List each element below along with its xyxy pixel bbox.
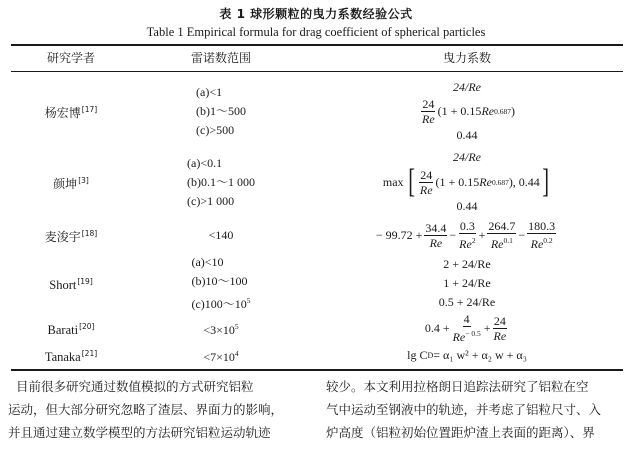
author-row-1: 杨宏博[17] (44, 104, 98, 120)
formula-row-4: 2 + 24/Re 1 + 24/Re 0.5 + 24/Re (438, 256, 496, 309)
author-row-2: 颜坤[3] (53, 175, 89, 191)
body-text-right-3: 炉高度（铝粒初始位置距炉渣上表面的距离）、界 (326, 425, 595, 440)
author-row-3: 麦浚宇[18] (44, 228, 98, 244)
range-row-3: <140 (208, 227, 234, 242)
author-row-6: Tanaka[21] (44, 348, 98, 364)
body-text-left-3: 并且通过建立数学模型的方法研究铝粒运动轨迹 (8, 425, 271, 440)
formula-row-6: lg C D = α₁ w² + α₂ w + α₃ (407, 347, 527, 362)
body-text-left-1: 目前很多研究通过数值模拟的方式研究铝粒 (16, 379, 254, 394)
body-text-right-1: 较少。本文利用拉格朗日追踪法研究了铝粒在空 (326, 379, 589, 394)
formula-row-1: 24/Re $\frac{24}{Re}$ (1 + 0.15 Re 0.687 ) 0.44 (422, 79, 515, 142)
table-caption-zh: 表 1 球形颗粒的曳力系数经验公式 (219, 7, 413, 21)
header-author: 研究学者 (46, 50, 95, 65)
header-formula: 曳力系数 (442, 50, 491, 65)
table-caption-en: Table 1 Empirical formula for drag coefficient of spherical particles (146, 25, 486, 39)
formula-row-2: 24/Re max [ $\frac{24}{Re}$ (1 + 0.15 Re 0.687 ), 0.44 ] 0.44 (382, 150, 549, 213)
range-row-5: $<3\times 10^5$ (203, 321, 239, 337)
range-row-2: (a)<0.1 (b)0.1～1 000 (c)>1 000 (187, 155, 255, 208)
header-rule (11, 71, 623, 72)
range-row-4: (a)<10 (b)10～100 $(c)100\sim 10^5$ (191, 254, 251, 311)
range-row-1: (a)<1 (b)1～500 (c)>500 (196, 84, 246, 137)
formula-row-3: − 99.72 + $\frac{34.4}{Re}$ − $\frac{0.3}{Re^2}$ + $\frac{264.7}{Re^{0.1}}$ − $\frac{180.3}{Re^{0.2}}$ (375, 219, 556, 251)
author-row-5: Barati[20] (47, 321, 95, 337)
bottom-rule (11, 369, 623, 371)
body-text-right-2: 气中运动至钢液中的轨迹，并考虑了铝粒尺寸、入 (326, 402, 602, 417)
range-row-6: $<7\times 10^4$ (203, 348, 239, 364)
body-text-left-2: 运动，但大部分研究忽略了渣层、界面力的影响， (8, 402, 284, 417)
author-row-4: Short[19] (49, 276, 93, 292)
formula-row-5: 0.4 + $\frac{4}{Re^{- 0.5}}$ + $\frac{24}{Re}$ (424, 312, 507, 344)
header-range: 雷诺数范围 (190, 50, 251, 65)
